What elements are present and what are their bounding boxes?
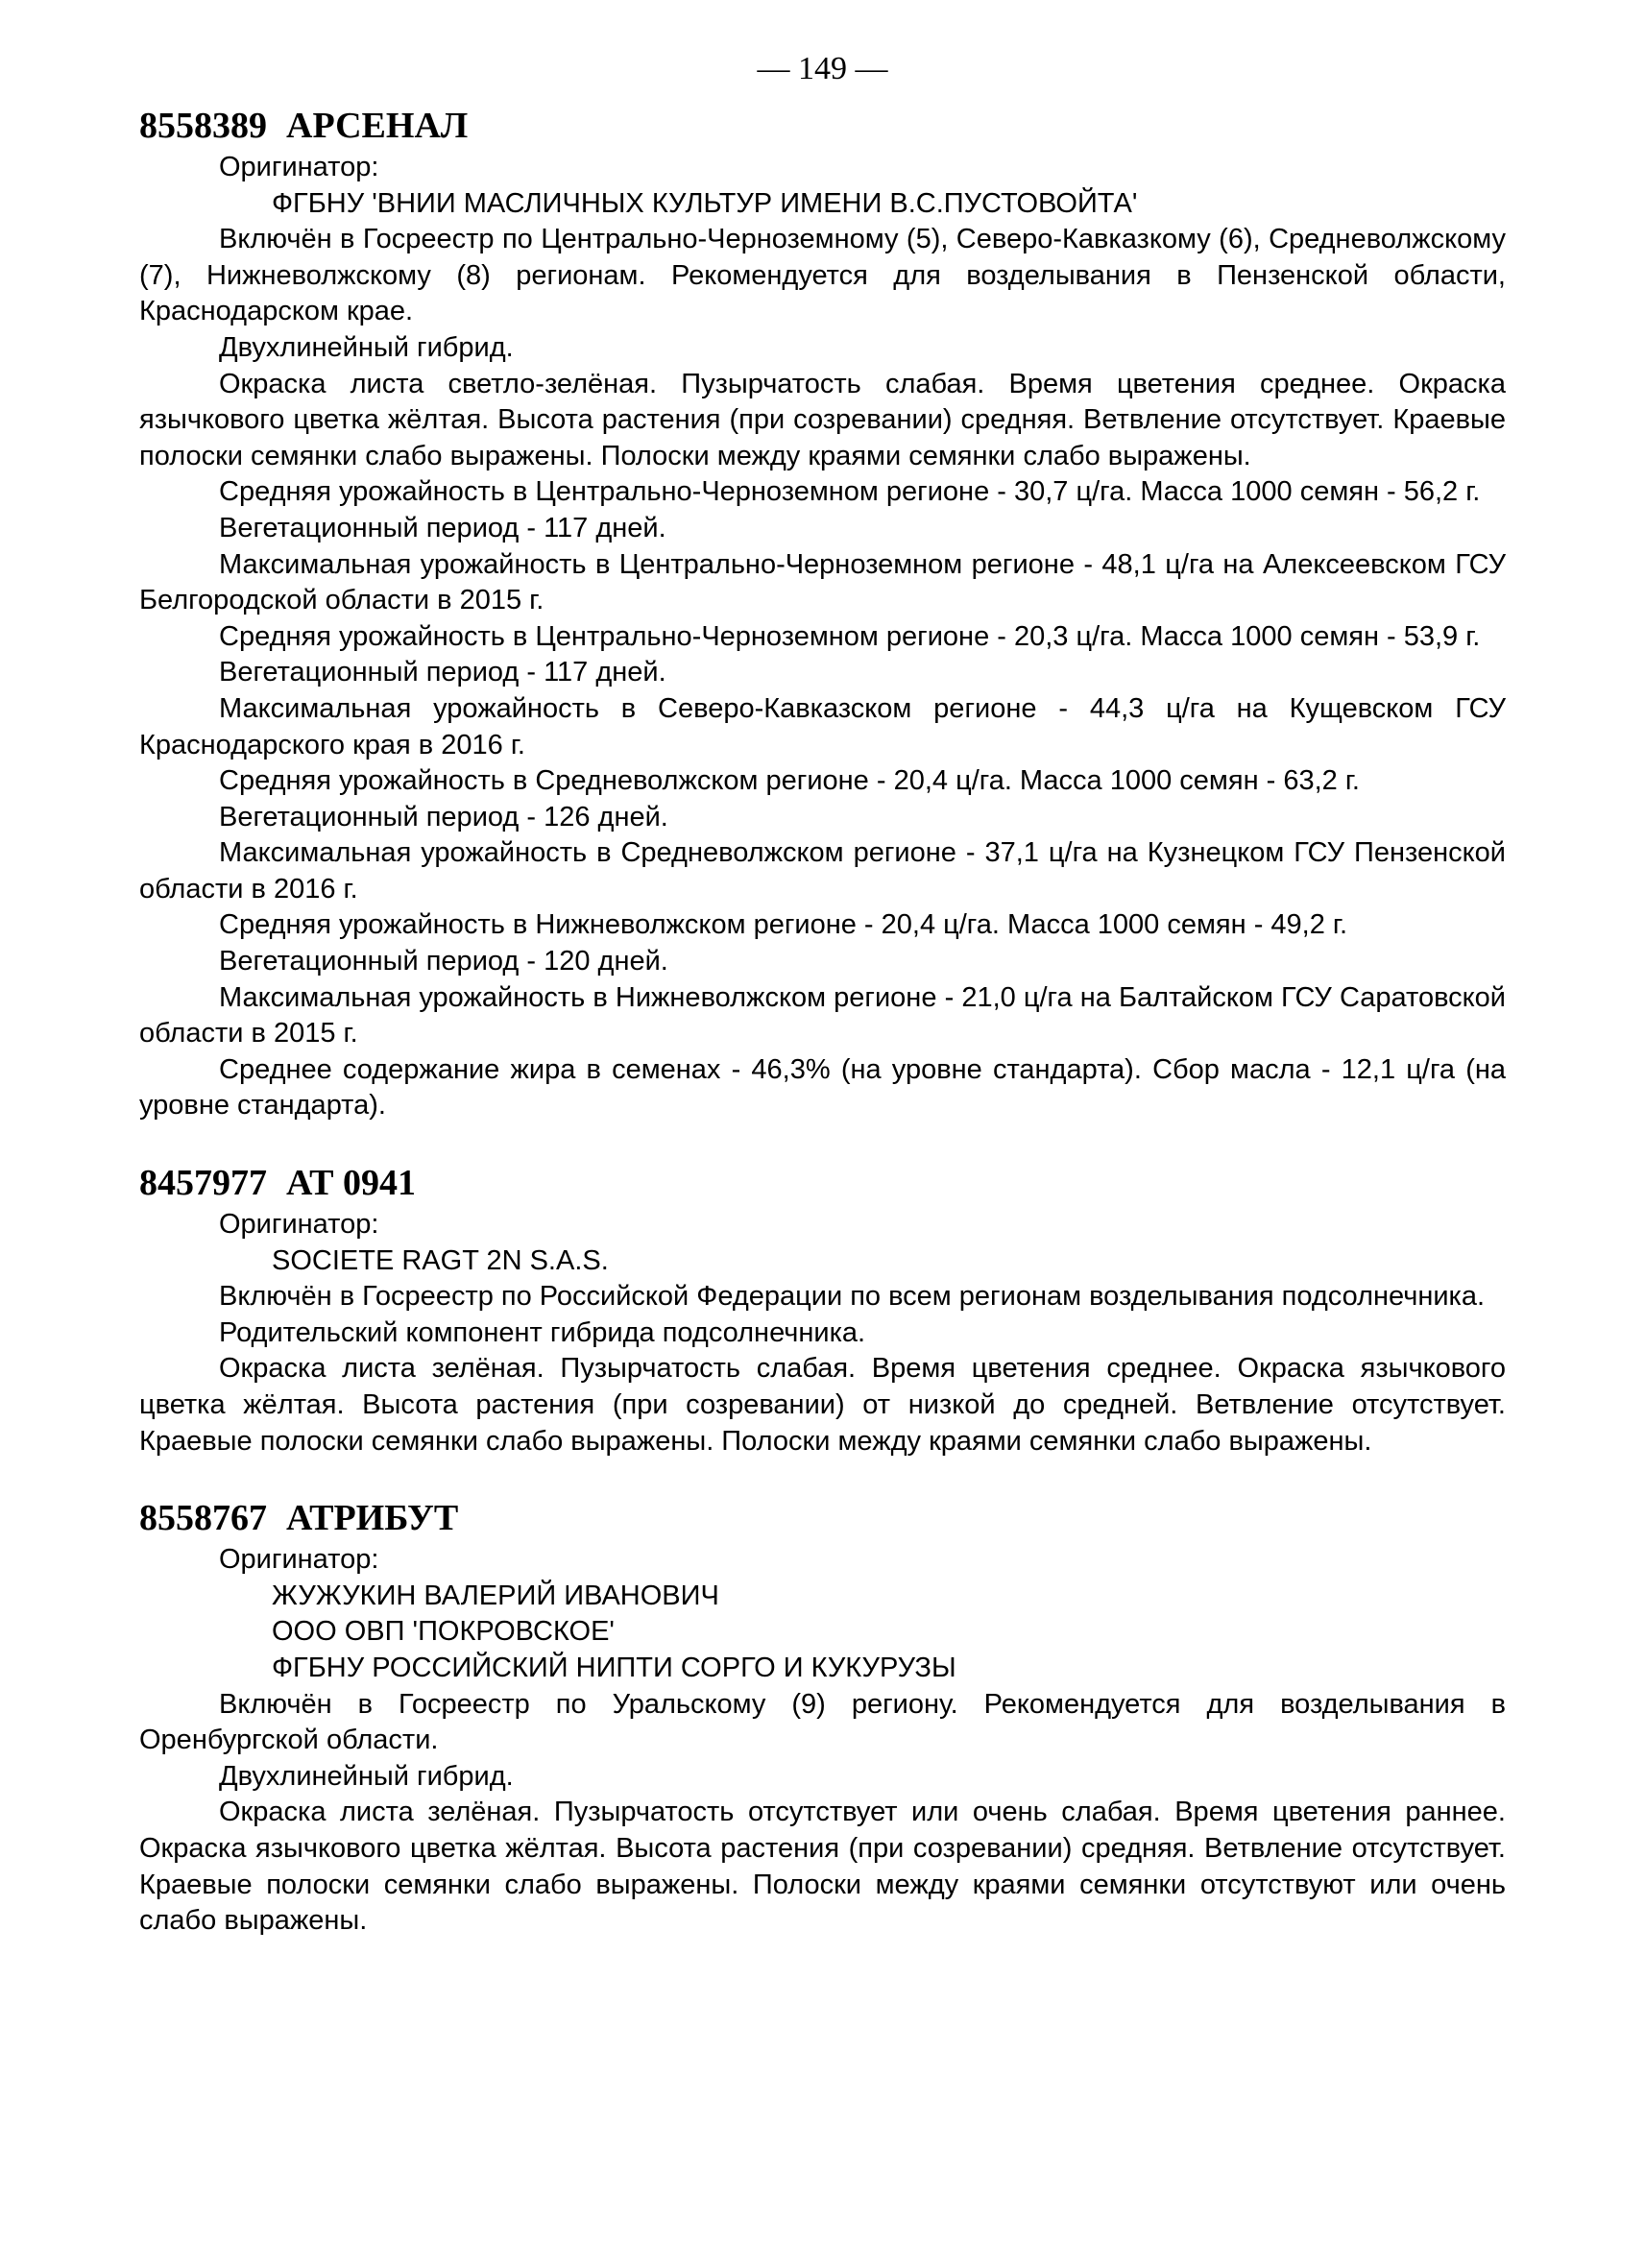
variety-entry xyxy=(139,1496,1506,1940)
originator-label: Оригинатор: xyxy=(219,152,379,182)
entry-code: 8558389 xyxy=(139,106,267,146)
paragraph: Максимальная урожайность в Северо-Кавказском регионе - 44,3 ц/га на Кущевском ГСУ Краснодарского края в 2016 г. xyxy=(139,692,1506,760)
paragraph: Средняя урожайность в Нижневолжском регионе - 20,4 ц/га. Масса 1000 семян - 49,2 г. xyxy=(219,909,1348,941)
entry-title xyxy=(139,1161,1506,1205)
paragraph: Окраска листа светло-зелёная. Пузырчатость слабая. Время цветения среднее. Окраска язычкового цветка жёлтая. Высота растения (при созревании) средняя. Ветвление отсутствует. Краевые полоски семянки слабо выражены. Полоски между краями семянки слабо выражены. xyxy=(139,368,1506,471)
page-number: — 149 — xyxy=(757,51,888,86)
entry-name: АТРИБУТ xyxy=(286,1498,459,1539)
content-column xyxy=(139,104,1506,1976)
paragraph: Средняя урожайность в Средневолжском регионе - 20,4 ц/га. Масса 1000 семян - 63,2 г. xyxy=(219,765,1360,797)
entry-name: АРСЕНАЛ xyxy=(286,106,469,146)
paragraph: Окраска листа зелёная. Пузырчатость слабая. Время цветения среднее. Окраска язычкового цветка жёлтая. Высота растения (при созревании) от низкой до средней. Ветвление отсутствует. Краевые полоски семянки слабо выражены. Полоски между краями семянки слабо выражены. xyxy=(139,1353,1506,1457)
paragraph: Среднее содержание жира в семенах - 46,3% (на уровне стандарта). Сбор масла - 12,1 ц/га (на уровне стандарта). xyxy=(139,1053,1506,1122)
paragraph: Включён в Госреестр по Уральскому (9) региону. Рекомендуется для возделывания в Оренбургской области. xyxy=(139,1688,1506,1756)
paragraph: Вегетационный период - 126 дней. xyxy=(219,801,668,832)
originator-name: ФГБНУ РОССИЙСКИЙ НИПТИ СОРГО И КУКУРУЗЫ xyxy=(272,1652,956,1683)
paragraph: Средняя урожайность в Центрально-Черноземном регионе - 30,7 ц/га. Масса 1000 семян - 56,2 г. xyxy=(219,476,1481,508)
paragraph: Вегетационный период - 120 дней. xyxy=(219,946,668,977)
originator-name: ФГБНУ 'ВНИИ МАСЛИЧНЫХ КУЛЬТУР ИМЕНИ В.С.ПУСТОВОЙТА' xyxy=(272,187,1138,219)
originator-name: ООО ОВП 'ПОКРОВСКОЕ' xyxy=(272,1616,615,1648)
paragraph: Вегетационный период - 117 дней. xyxy=(219,512,666,543)
paragraph: Максимальная урожайность в Центрально-Черноземном регионе - 48,1 ц/га на Алексеевском ГСУ Белгородской области в 2015 г. xyxy=(139,548,1506,616)
paragraph: Включён в Госреестр по Российской Федерации по всем регионам возделывания подсолнечника. xyxy=(219,1281,1486,1313)
paragraph: Максимальная урожайность в Средневолжском регионе - 37,1 ц/га на Кузнецком ГСУ Пензенской области в 2016 г. xyxy=(139,837,1506,905)
paragraph: Включён в Госреестр по Центрально-Черноземному (5), Северо-Кавказкому (6), Средневолжскому (7), Нижневолжскому (8) регионам. Рекомендуется для возделывания в Пензенской области, Краснодарском крае. xyxy=(139,224,1506,327)
paragraph: Родительский компонент гибрида подсолнечника. xyxy=(219,1316,866,1348)
paragraph: Средняя урожайность в Центрально-Черноземном регионе - 20,3 ц/га. Масса 1000 семян - 53,9 г. xyxy=(219,620,1481,652)
entry-name: АТ 0941 xyxy=(286,1163,416,1204)
entry-title xyxy=(139,104,1506,148)
variety-entry xyxy=(139,104,1506,1124)
paragraph: Двухлинейный гибрид. xyxy=(219,1760,514,1792)
paragraph: Вегетационный период - 117 дней. xyxy=(219,657,666,688)
entry-code: 8457977 xyxy=(139,1163,267,1204)
paragraph: Максимальная урожайность в Нижневолжском регионе - 21,0 ц/га на Балтайском ГСУ Саратовской области в 2015 г. xyxy=(139,981,1506,1050)
entry-title xyxy=(139,1496,1506,1540)
originator-label: Оригинатор: xyxy=(219,1544,379,1576)
paragraph: Двухлинейный гибрид. xyxy=(219,331,514,363)
paragraph: Окраска листа зелёная. Пузырчатость отсутствует или очень слабая. Время цветения раннее. Окраска язычкового цветка жёлтая. Высота растения (при созревании) средняя. Ветвление отсутствует. Краевые полоски семянки слабо выражены. Полоски между краями семянки отсутствуют или очень слабо выражены. xyxy=(139,1797,1506,1937)
originator-label: Оригинатор: xyxy=(219,1209,379,1241)
originator-name: ЖУЖУКИН ВАЛЕРИЙ ИВАНОВИЧ xyxy=(272,1580,719,1611)
entry-code: 8558767 xyxy=(139,1498,267,1539)
variety-entry xyxy=(139,1161,1506,1460)
originator-name: SOCIETE RAGT 2N S.A.S. xyxy=(272,1244,609,1276)
